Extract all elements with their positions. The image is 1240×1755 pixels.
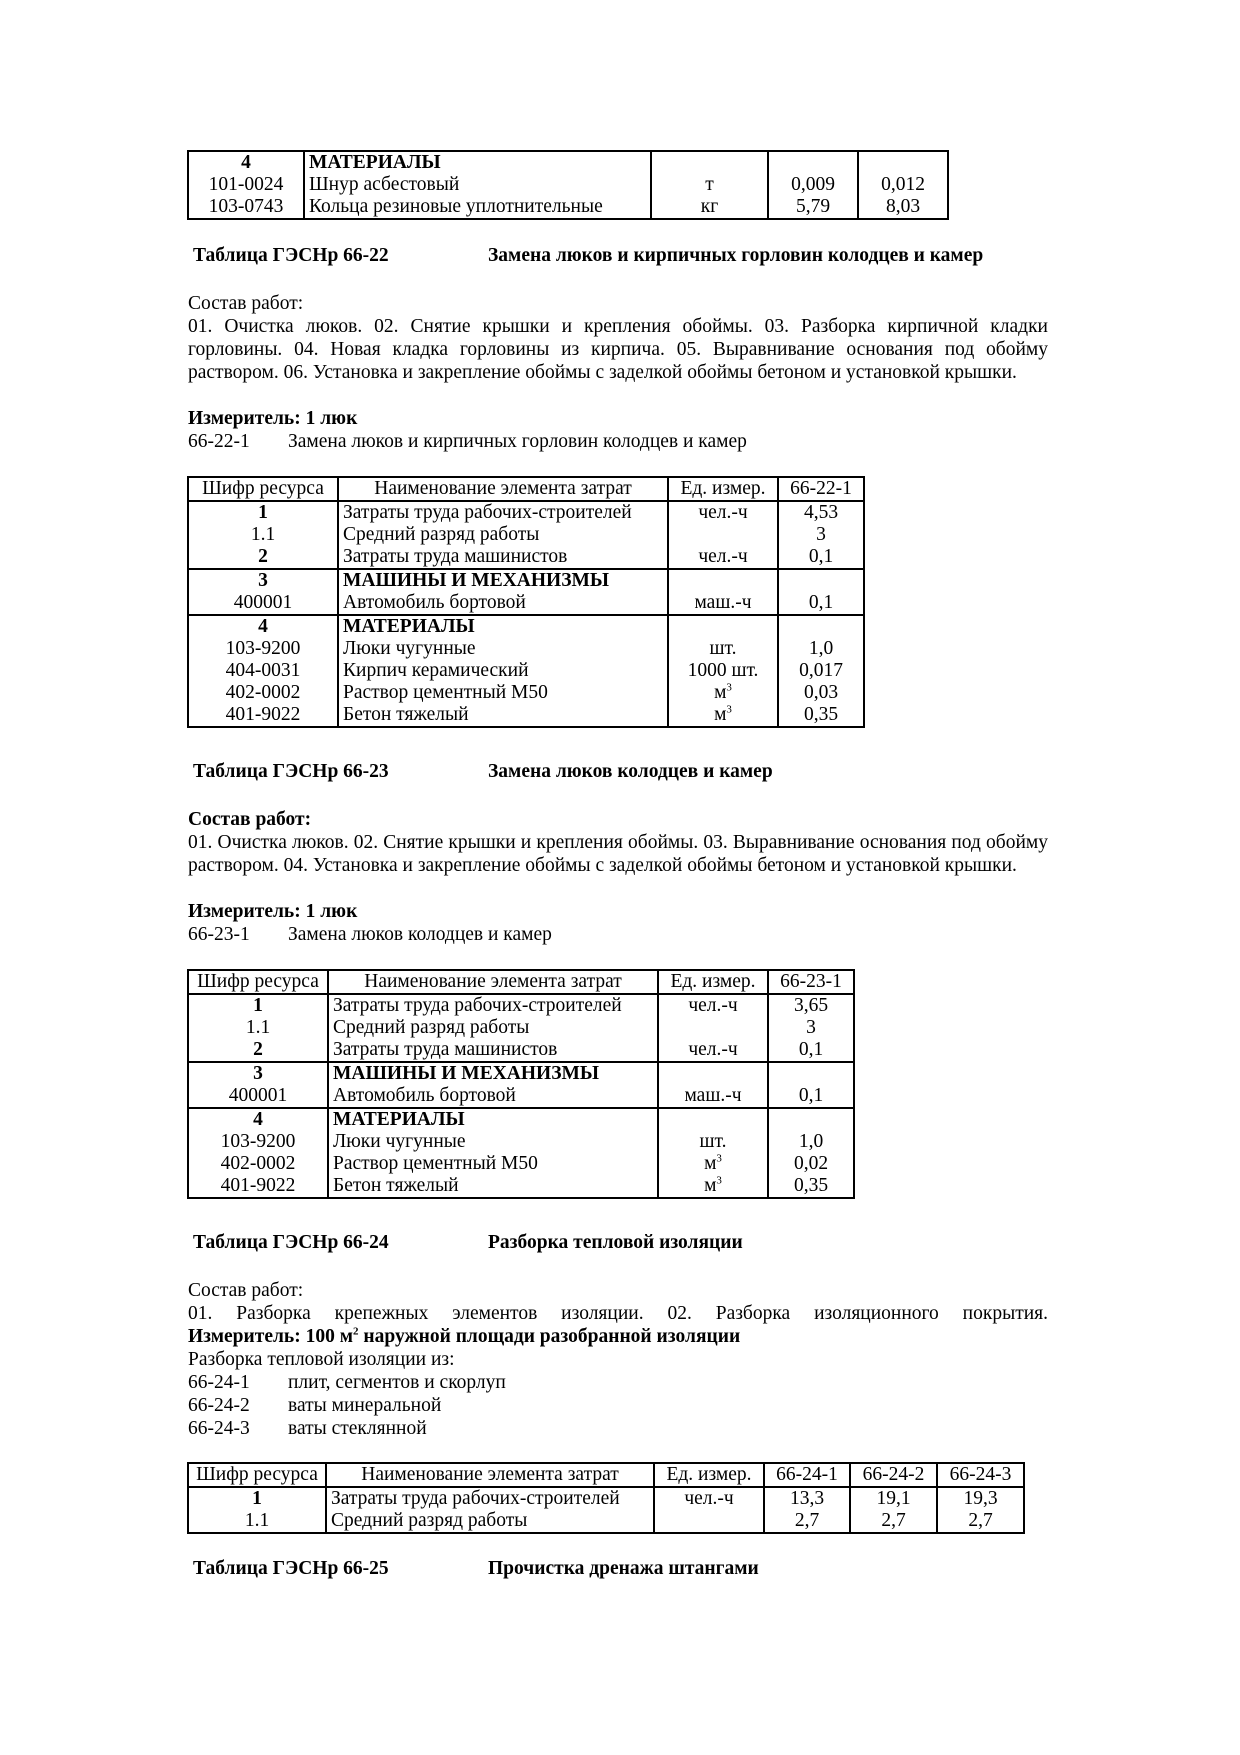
- table-row: 2 Затраты труда машинистов чел.-ч 0,1: [188, 546, 864, 569]
- table-row: 3 МАШИНЫ И МЕХАНИЗМЫ: [188, 569, 864, 592]
- table-row: 4 МАТЕРИАЛЫ: [188, 1108, 854, 1131]
- table-row: 1 Затраты труда рабочих-строителей чел.-ч 13,3 19,1 19,3: [188, 1487, 1024, 1510]
- table-row: 103-9200 Люки чугунные шт. 1,0: [188, 638, 864, 660]
- item-code: 66-24-3: [188, 1418, 250, 1439]
- item-code: 66-24-1: [188, 1372, 250, 1393]
- resource-table-66-24: [187, 1462, 1025, 1534]
- item-text: ваты стеклянной: [288, 1418, 427, 1439]
- table-title: Замена люков и кирпичных горловин колодцев и камер: [488, 245, 984, 266]
- composition-text: 01. Очистка люков. 02. Снятие крышки и крепления обоймы. 03. Разборка кирпичной кладки горловины. 04. Новая кладка горловины из кирпича. 05. Выравнивание основания под обойму раствором. 06. Установка и закрепление обоймы с заделкой обоймы бетоном и установкой крышки.: [188, 316, 1048, 383]
- item-code: 66-24-2: [188, 1395, 250, 1416]
- table-row: 1.1 Средний разряд работы 2,7 2,7 2,7: [188, 1510, 1024, 1533]
- table-title: Разборка тепловой изоляции: [488, 1232, 743, 1253]
- composition-label: Состав работ:: [188, 293, 304, 314]
- resource-table-66-23: [187, 969, 855, 1199]
- table-row: 103-9200 Люки чугунные шт. 1,0: [188, 1131, 854, 1153]
- item-text: Замена люков колодцев и камер: [288, 924, 552, 945]
- meter-label: Измеритель: 100 $м^2$ наружной площади разобранной изоляции: [188, 1325, 741, 1347]
- table-row: 400001 Автомобиль бортовой маш.-ч 0,1: [188, 1085, 854, 1108]
- table-row: 401-9022 Бетон тяжелый $м^3$ 0,35: [188, 704, 864, 727]
- table-title: Прочистка дренажа штангами: [488, 1558, 759, 1579]
- table-label: Таблица ГЭСНр 66-22: [193, 245, 389, 266]
- table-row: 1.1 Средний разряд работы 3: [188, 1017, 854, 1039]
- table-row: 402-0002 Раствор цементный М50 $м^3$ 0,02: [188, 1153, 854, 1175]
- table-label: Таблица ГЭСНр 66-25: [193, 1558, 389, 1579]
- materials-continuation-table: [187, 150, 949, 220]
- table-label: Таблица ГЭСНр 66-24: [193, 1232, 389, 1253]
- table-label: Таблица ГЭСНр 66-23: [193, 761, 389, 782]
- table-row: 401-9022 Бетон тяжелый $м^3$ 0,35: [188, 1175, 854, 1198]
- table-header-row: Шифр ресурса Наименование элемента затрат Ед. измер. 66-23-1: [188, 970, 854, 994]
- table-row: 1 Затраты труда рабочих-строителей чел.-ч 3,65: [188, 994, 854, 1017]
- intro-text: Разборка тепловой изоляции из:: [188, 1349, 455, 1370]
- composition-label: Состав работ:: [188, 809, 312, 830]
- table-row: 400001 Автомобиль бортовой маш.-ч 0,1: [188, 592, 864, 615]
- composition-text: 01. Разборка крепежных элементов изоляции. 02. Разборка изоляционного покрытия.: [188, 1303, 1048, 1324]
- table-row: 402-0002 Раствор цементный М50 $м^3$ 0,03: [188, 682, 864, 704]
- item-code: 66-22-1: [188, 431, 250, 452]
- table-row: 4 МАТЕРИАЛЫ: [188, 615, 864, 638]
- table-row: 1 Затраты труда рабочих-строителей чел.-ч 4,53: [188, 501, 864, 524]
- resource-table-66-22: [187, 476, 865, 728]
- table-row: 101-0024 Шнур асбестовый т 0,009 0,012: [188, 174, 948, 196]
- table-header-row: Шифр ресурса Наименование элемента затрат Ед. измер. 66-22-1: [188, 477, 864, 501]
- table-row: 2 Затраты труда машинистов чел.-ч 0,1: [188, 1039, 854, 1062]
- table-header-row: Шифр ресурса Наименование элемента затрат Ед. измер. 66-24-1 66-24-2 66-24-3: [188, 1463, 1024, 1487]
- composition-text: 01. Очистка люков. 02. Снятие крышки и крепления обоймы. 03. Выравнивание основания под обойму раствором. 04. Установка и закрепление обоймы с заделкой обоймы бетоном и установкой крышки.: [188, 832, 1048, 876]
- table-row: 1.1 Средний разряд работы 3: [188, 524, 864, 546]
- table-title: Замена люков колодцев и камер: [488, 761, 773, 782]
- item-text: ваты минеральной: [288, 1395, 442, 1416]
- table-row: 103-0743 Кольца резиновые уплотнительные кг 5,79 8,03: [188, 196, 948, 219]
- item-text: плит, сегментов и скорлуп: [288, 1372, 506, 1393]
- item-text: Замена люков и кирпичных горловин колодцев и камер: [288, 431, 747, 452]
- table-row: 404-0031 Кирпич керамический 1000 шт. 0,017: [188, 660, 864, 682]
- meter-label: Измеритель: 1 люк: [188, 901, 358, 922]
- table-row: 3 МАШИНЫ И МЕХАНИЗМЫ: [188, 1062, 854, 1085]
- composition-label: Состав работ:: [188, 1280, 304, 1301]
- table-row: 4 МАТЕРИАЛЫ: [188, 151, 948, 174]
- item-code: 66-23-1: [188, 924, 250, 945]
- meter-label: Измеритель: 1 люк: [188, 408, 358, 429]
